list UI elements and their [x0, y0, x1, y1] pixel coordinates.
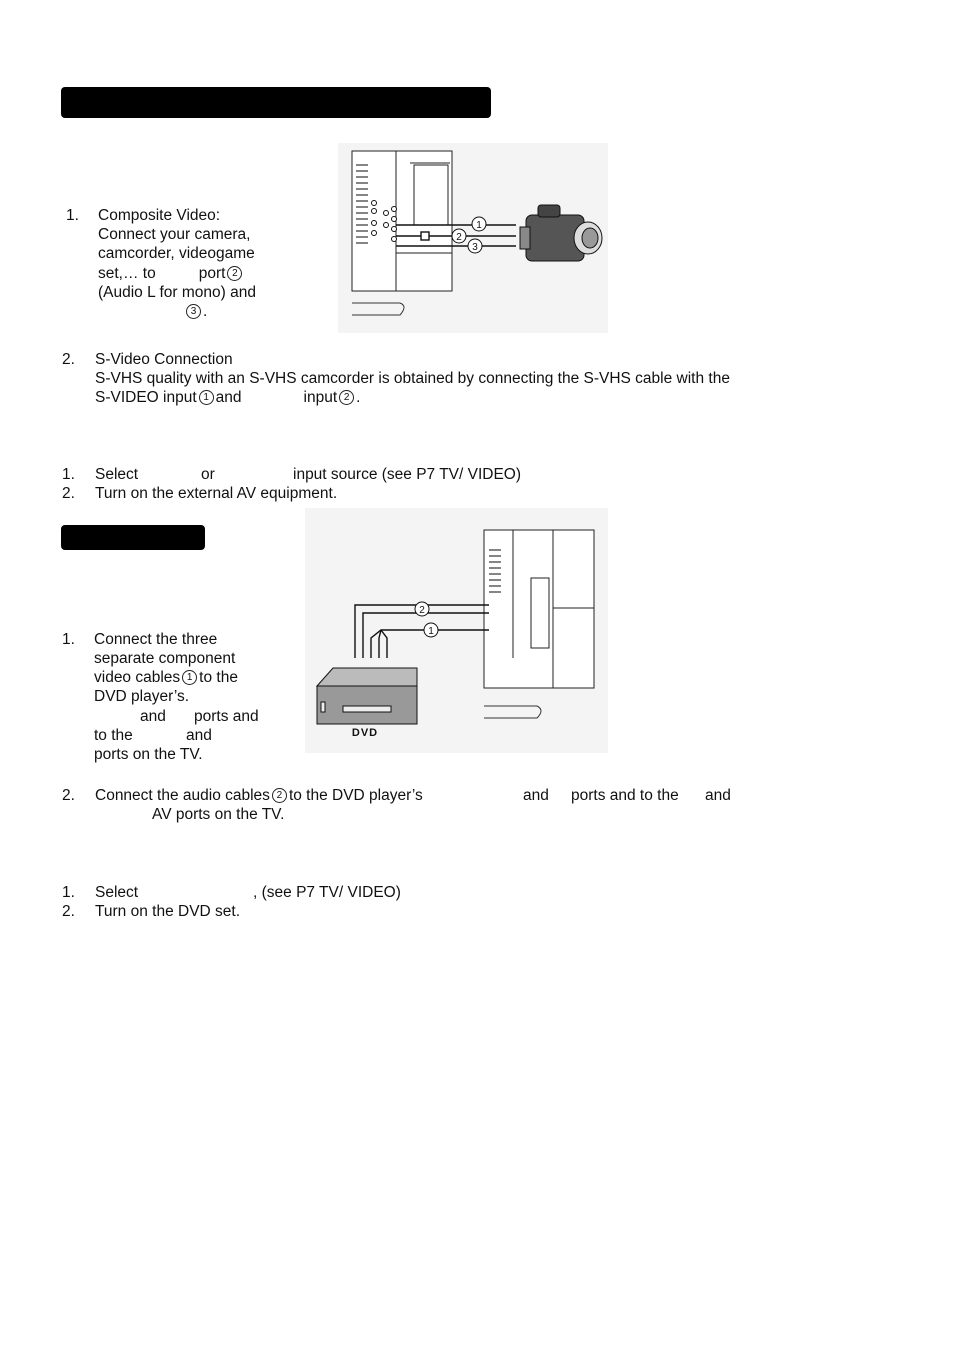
callout-number: 1 — [182, 670, 197, 685]
composite-line — [98, 264, 244, 283]
tv-back-panel — [484, 530, 594, 688]
callout-1: 1 — [476, 220, 482, 231]
composite-line — [184, 302, 207, 321]
component-line: Connect the three — [94, 631, 218, 648]
step-text: Turn on the DVD set. — [95, 903, 241, 920]
callout-number: 3 — [186, 304, 201, 319]
list-number: 1. — [62, 631, 75, 648]
component-text: to the — [199, 669, 238, 686]
audio-text: and — [705, 787, 731, 804]
audio-text: and — [523, 787, 549, 804]
svideo-text: input — [303, 389, 338, 406]
composite-line: camcorder, videogame — [98, 245, 255, 262]
audio-text: ports and to the — [571, 787, 679, 804]
composite-line: (Audio L for mono) and — [98, 284, 256, 301]
callout-number: 1 — [199, 390, 214, 405]
component-line: DVD player’s. — [94, 688, 190, 705]
period: . — [356, 389, 361, 406]
list-number: 2. — [62, 787, 75, 804]
component-text: to the — [94, 727, 133, 744]
callout-2: 2 — [456, 232, 462, 243]
list-number: 1. — [66, 207, 79, 224]
step-text: input source (see P7 TV/ VIDEO) — [293, 466, 522, 483]
composite-text: set,… to — [98, 265, 156, 282]
component-line — [94, 668, 238, 687]
svideo-text: S-VIDEO input — [95, 389, 197, 406]
step-text: or — [201, 466, 215, 483]
callout-number: 2 — [272, 788, 287, 803]
step-text: , (see P7 TV/ VIDEO) — [253, 884, 401, 901]
section-header-bar-1 — [61, 87, 491, 118]
callout-2: 2 — [419, 605, 425, 616]
callout-1: 1 — [428, 626, 434, 637]
audio-line — [95, 786, 423, 805]
step-text: Select — [95, 884, 139, 901]
component-text: video cables — [94, 669, 181, 686]
section-header-bar-2 — [61, 525, 205, 550]
svideo-text: and — [215, 389, 242, 406]
list-number: 2. — [62, 485, 75, 502]
step-text: Select — [95, 466, 139, 483]
svideo-line: S-VHS quality with an S-VHS camcorder is obtained by connecting the S-VHS cable with the — [95, 370, 730, 387]
component-line: ports on the TV. — [94, 746, 203, 763]
camcorder-connection-figure — [338, 143, 608, 333]
step-text: Turn on the external AV equipment. — [95, 485, 338, 502]
list-number: 1. — [62, 884, 75, 901]
period: . — [203, 303, 208, 320]
audio-text: to the DVD player’s — [288, 787, 423, 804]
callout-number: 2 — [227, 266, 242, 281]
composite-title: Composite Video: — [98, 207, 221, 224]
dvd-label: DVD — [351, 727, 379, 739]
component-text: and — [140, 708, 166, 725]
composite-text: port — [198, 265, 226, 282]
composite-line: Connect your camera, — [98, 226, 251, 243]
component-text: and — [186, 727, 212, 744]
svideo-title: S-Video Connection — [95, 351, 233, 368]
audio-text: Connect the audio cables — [95, 787, 270, 804]
dvd-connection-figure — [305, 508, 608, 753]
tv-back-panel — [352, 151, 452, 291]
list-number: 1. — [62, 466, 75, 483]
svideo-line — [95, 388, 360, 407]
audio-line: AV ports on the TV. — [152, 806, 285, 823]
list-number: 2. — [62, 351, 75, 368]
dvd-player — [317, 668, 417, 724]
component-text: ports and — [194, 708, 259, 725]
list-number: 2. — [62, 903, 75, 920]
component-line: separate component — [94, 650, 236, 667]
callout-3: 3 — [472, 242, 478, 253]
callout-number: 2 — [339, 390, 354, 405]
